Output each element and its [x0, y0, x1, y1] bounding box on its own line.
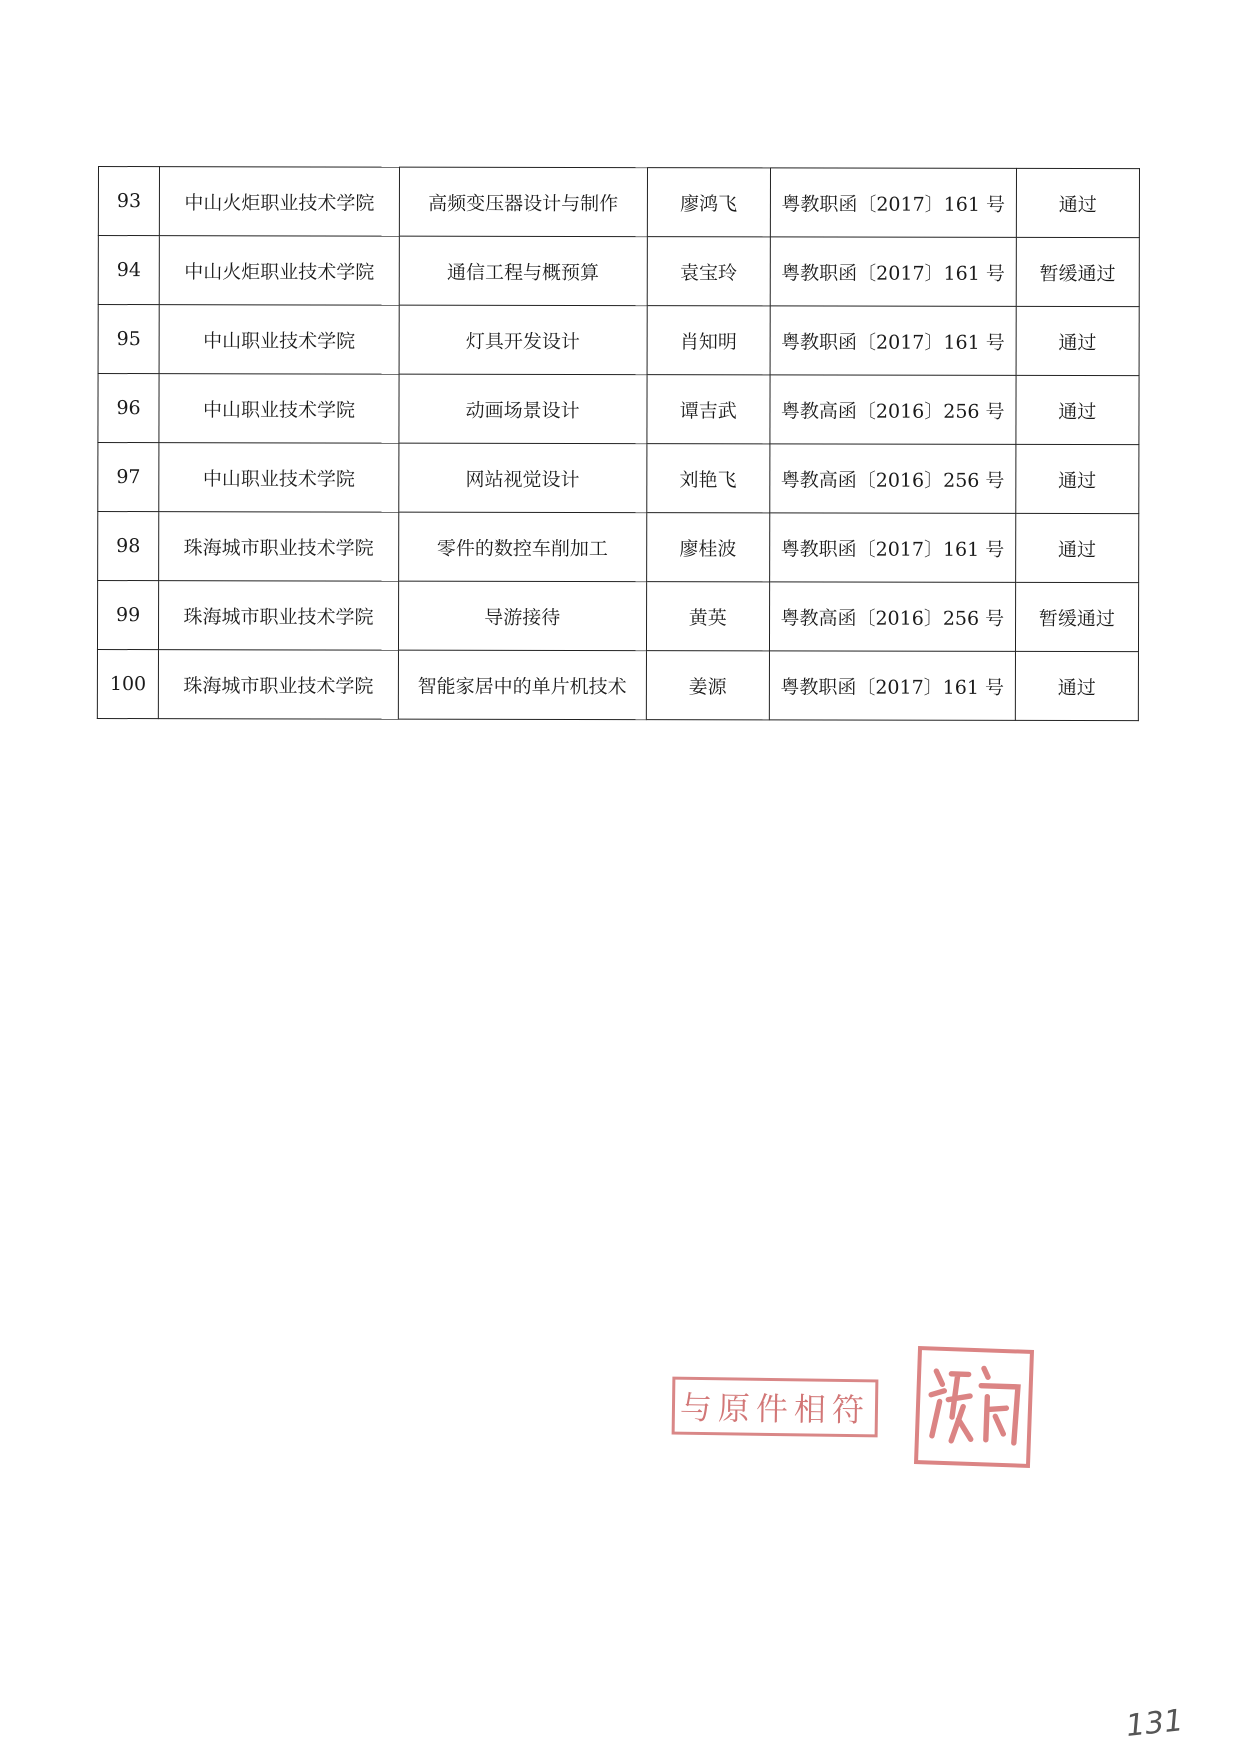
cell-no: 93 — [98, 167, 159, 236]
cell-doc: 粤教高函〔2016〕256 号 — [770, 444, 1016, 514]
cell-project: 零件的数控车削加工 — [398, 512, 646, 582]
cell-project: 动画场景设计 — [399, 374, 647, 444]
page-number: 131 — [1124, 1703, 1185, 1744]
table-row — [97, 581, 1138, 652]
cell-name: 肖知明 — [647, 306, 770, 375]
cell-result: 通过 — [1015, 513, 1139, 582]
cell-school: 中山职业技术学院 — [159, 374, 399, 444]
cell-project: 灯具开发设计 — [399, 305, 647, 375]
table-row — [98, 236, 1139, 307]
cell-no: 98 — [98, 512, 159, 581]
cell-name: 刘艳飞 — [646, 444, 769, 513]
cell-doc: 粤教职函〔2017〕161 号 — [770, 168, 1016, 238]
cell-doc: 粤教高函〔2016〕256 号 — [770, 375, 1016, 445]
cell-no: 97 — [98, 443, 159, 512]
table-row — [97, 650, 1138, 721]
cell-name: 袁宝玲 — [647, 237, 770, 306]
table-row — [98, 167, 1139, 238]
cell-name: 谭吉武 — [646, 375, 769, 444]
results-table — [97, 166, 1140, 721]
cell-project: 导游接待 — [398, 581, 646, 651]
cell-school: 中山职业技术学院 — [159, 305, 399, 375]
cell-project: 智能家居中的单片机技术 — [398, 650, 646, 720]
table-row — [98, 305, 1139, 376]
cell-school: 中山火炬职业技术学院 — [159, 236, 399, 306]
cell-no: 96 — [98, 374, 159, 443]
table-row — [98, 443, 1139, 514]
cell-school: 珠海城市职业技术学院 — [159, 512, 399, 582]
cell-no: 95 — [98, 305, 159, 374]
seal-glyph-icon — [918, 1350, 1030, 1464]
cell-doc: 粤教职函〔2017〕161 号 — [770, 513, 1016, 583]
cell-no: 99 — [97, 581, 158, 650]
cell-project: 网站视觉设计 — [399, 443, 647, 513]
cell-school: 珠海城市职业技术学院 — [159, 581, 399, 651]
cell-doc: 粤教职函〔2017〕161 号 — [770, 237, 1016, 307]
cell-school: 中山职业技术学院 — [159, 443, 399, 513]
cell-result: 暂缓通过 — [1016, 237, 1140, 306]
cell-doc: 粤教职函〔2017〕161 号 — [769, 651, 1015, 721]
cell-result: 通过 — [1016, 168, 1140, 237]
cell-project: 高频变压器设计与制作 — [399, 167, 647, 237]
cell-no: 94 — [98, 236, 159, 305]
cell-result: 暂缓通过 — [1015, 582, 1139, 651]
cell-school: 中山火炬职业技术学院 — [160, 167, 400, 237]
table-row — [98, 374, 1139, 445]
cell-project: 通信工程与概预算 — [399, 236, 647, 306]
cell-doc: 粤教高函〔2016〕256 号 — [769, 582, 1015, 652]
cell-school: 珠海城市职业技术学院 — [159, 650, 399, 720]
cell-result: 通过 — [1016, 375, 1140, 444]
stamp-text: 与原件相符 — [679, 1388, 871, 1430]
cell-result: 通过 — [1015, 444, 1139, 513]
cell-result: 通过 — [1015, 651, 1139, 720]
seal-stamp — [914, 1346, 1034, 1468]
cell-name: 姜源 — [646, 651, 769, 720]
cell-name: 廖桂波 — [646, 513, 769, 582]
cell-doc: 粤教职函〔2017〕161 号 — [770, 306, 1016, 376]
cell-name: 黄英 — [646, 582, 769, 651]
table-row — [98, 512, 1139, 583]
cell-name: 廖鸿飞 — [647, 168, 770, 237]
cell-result: 通过 — [1016, 306, 1140, 375]
certified-copy-stamp — [672, 1377, 879, 1438]
cell-no: 100 — [97, 650, 158, 719]
